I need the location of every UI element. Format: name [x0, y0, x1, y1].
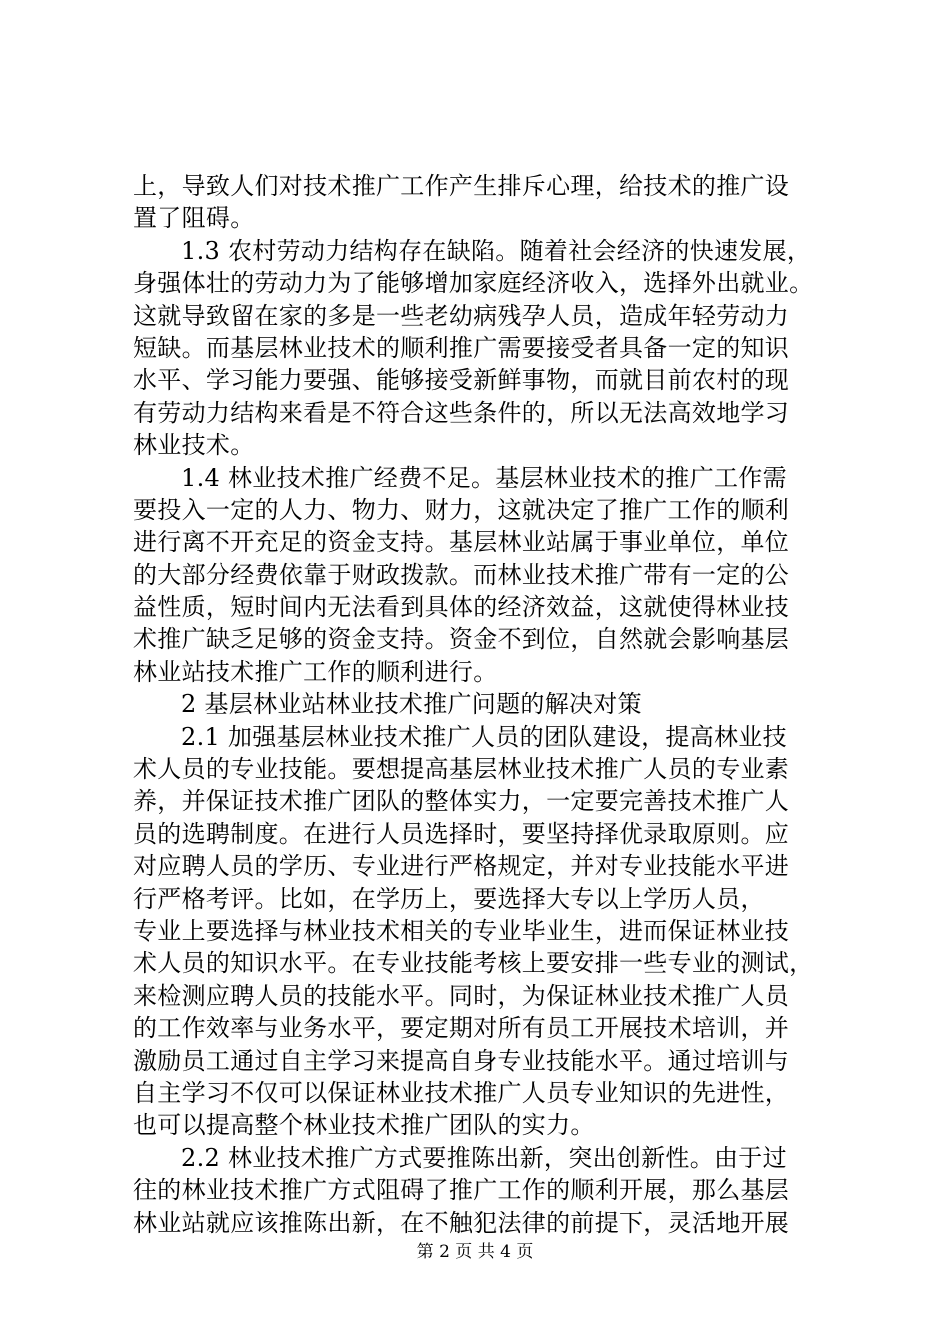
text-line: 养，并保证技术推广团队的整体实力，一定要完善技术推广人 — [133, 787, 790, 816]
text-line: 激励员工通过自主学习来提高自身专业技能水平。通过培训与 — [133, 1046, 790, 1075]
text-line: 进行离不开充足的资金支持。基层林业站属于事业单位，单位 — [133, 528, 790, 557]
text-line: 2 基层林业站林业技术推广问题的解决对策 — [181, 690, 642, 719]
body-text — [133, 170, 828, 1239]
text-line: 1.3 农村劳动力结构存在缺陷。随着社会经济的快速发展， — [181, 236, 812, 265]
text-line: 的工作效率与业务水平，要定期对所有员工开展技术培训，并 — [133, 1014, 790, 1043]
text-line: 行严格考评。比如，在学历上，要选择大专以上学历人员， — [133, 884, 765, 913]
text-line: 2.1 加强基层林业技术推广人员的团队建设，提高林业技 — [181, 722, 787, 751]
text-line: 员的选聘制度。在进行人员选择时，要坚持择优录取原则。应 — [133, 819, 790, 848]
page-number-label: 第 2 页 共 4 页 — [416, 1242, 534, 1262]
text-line: 自主学习不仅可以保证林业技术推广人员专业知识的先进性， — [133, 1078, 790, 1107]
text-line: 短缺。而基层林业技术的顺利推广需要接受者具备一定的知识 — [133, 333, 790, 362]
text-line: 的大部分经费依靠于财政拨款。而林业技术推广带有一定的公 — [133, 560, 790, 589]
text-line: 1.4 林业技术推广经费不足。基层林业技术的推广工作需 — [181, 463, 787, 492]
text-line: 置了阻碍。 — [133, 204, 255, 233]
page-footer — [0, 1240, 950, 1264]
text-line: 这就导致留在家的多是一些老幼病残孕人员，造成年轻劳动力 — [133, 301, 790, 330]
text-line: 也可以提高整个林业技术推广团队的实力。 — [133, 1111, 595, 1140]
text-line: 往的林业技术推广方式阻碍了推广工作的顺利开展，那么基层 — [133, 1176, 790, 1205]
text-line: 上，导致人们对技术推广工作产生排斥心理，给技术的推广设 — [133, 172, 790, 200]
text-line: 术推广缺乏足够的资金支持。资金不到位，自然就会影响基层 — [133, 625, 790, 654]
text-line: 身强体壮的劳动力为了能够增加家庭经济收入，选择外出就业。 — [133, 269, 814, 298]
text-line: 有劳动力结构来看是不符合这些条件的，所以无法高效地学习 — [133, 398, 790, 427]
text-line: 林业站就应该推陈出新，在不触犯法律的前提下，灵活地开展 — [133, 1208, 790, 1237]
text-line: 2.2 林业技术推广方式要推陈出新，突出创新性。由于过 — [181, 1143, 787, 1172]
text-line: 来检测应聘人员的技能水平。同时，为保证林业技术推广人员 — [133, 981, 790, 1010]
text-line: 术人员的知识水平。在专业技能考核上要安排一些专业的测试， — [133, 949, 814, 978]
text-line: 水平、学习能力要强、能够接受新鲜事物，而就目前农村的现 — [133, 366, 790, 395]
text-line: 益性质，短时间内无法看到具体的经济效益，这就使得林业技 — [133, 593, 790, 622]
text-line: 对应聘人员的学历、专业进行严格规定，并对专业技能水平进 — [133, 852, 790, 881]
text-line: 专业上要选择与林业技术相关的专业毕业生，进而保证林业技 — [133, 916, 790, 945]
text-line: 林业技术。 — [133, 431, 255, 460]
text-line: 要投入一定的人力、物力、财力，这就决定了推广工作的顺利 — [133, 495, 790, 524]
text-line: 术人员的专业技能。要想提高基层林业技术推广人员的专业素 — [133, 755, 790, 784]
text-line: 林业站技术推广工作的顺利进行。 — [133, 657, 498, 686]
